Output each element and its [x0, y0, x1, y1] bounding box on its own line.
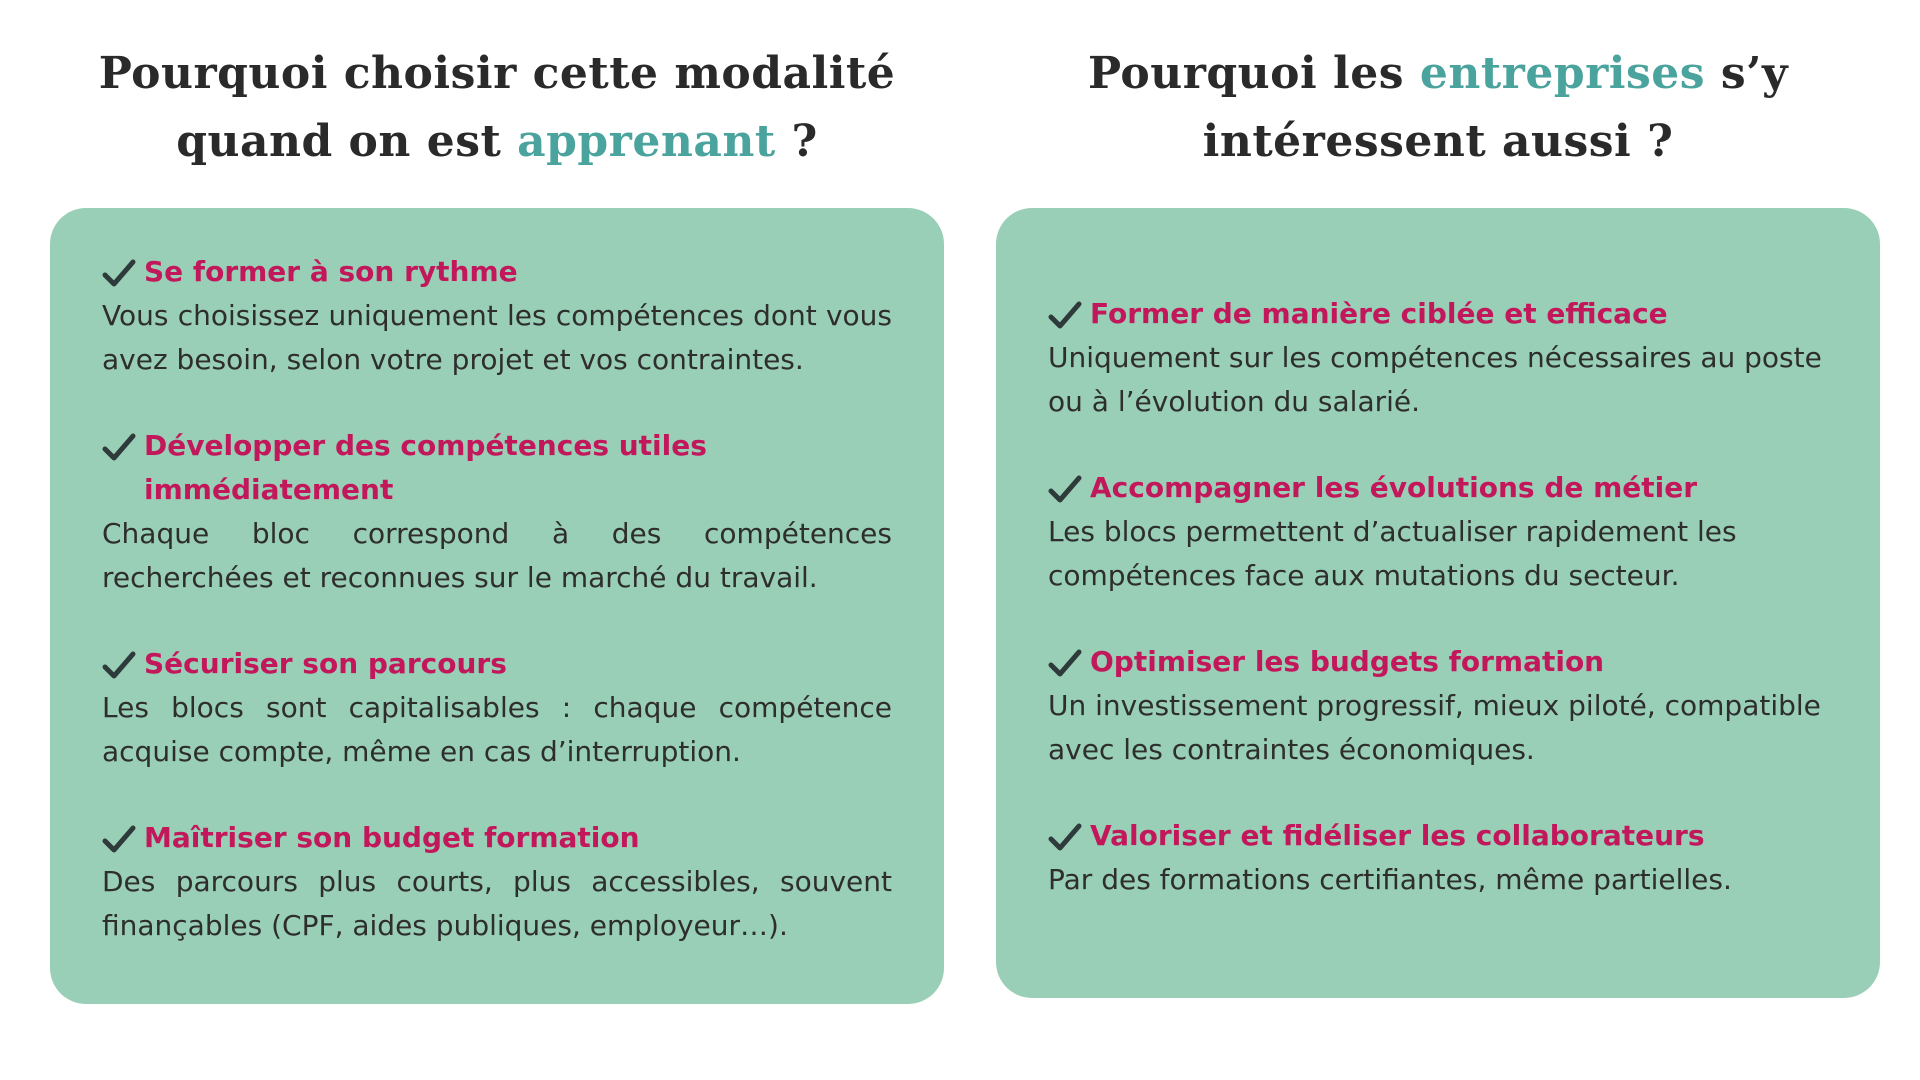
- item-title: Sécuriser son parcours: [144, 647, 507, 680]
- check-icon: [102, 250, 136, 294]
- item-title-row: [102, 424, 892, 512]
- item-title-row: [1048, 292, 1840, 336]
- list-item: [102, 424, 892, 600]
- item-description: Par des formations certifiantes, même partielles.: [1048, 863, 1732, 896]
- item-title-row: [1048, 466, 1840, 510]
- learner-heading-accent: apprenant: [517, 116, 776, 167]
- list-item: [102, 816, 892, 948]
- list-item: [102, 250, 892, 382]
- check-icon: [102, 424, 136, 468]
- item-description: Les blocs permettent d’actualiser rapidement les compétences face aux mutations du secteur.: [1048, 515, 1737, 592]
- item-description: Uniquement sur les compétences nécessaires au poste ou à l’évolution du salarié.: [1048, 341, 1822, 418]
- item-title: Optimiser les budgets formation: [1090, 645, 1605, 678]
- list-item: [102, 642, 892, 774]
- company-heading-line1-start: Pourquoi les: [1087, 48, 1420, 99]
- list-item: [1048, 466, 1840, 598]
- item-description: Un investissement progressif, mieux piloté, compatible avec les contraintes économiques.: [1048, 689, 1821, 766]
- item-title-row: [1048, 640, 1840, 684]
- item-title-row: [102, 250, 892, 294]
- check-icon: [1048, 640, 1082, 684]
- item-title: Développer des compétences utiles immédiatement: [144, 429, 707, 506]
- check-icon: [1048, 814, 1082, 858]
- item-title: Se former à son rythme: [144, 255, 518, 288]
- list-item: [1048, 640, 1840, 772]
- list-item: [1048, 292, 1840, 424]
- item-description: Les blocs sont capitalisables : chaque compétence acquise compte, même en cas d’interruption.: [102, 691, 892, 768]
- item-title: Accompagner les évolutions de métier: [1090, 471, 1698, 504]
- company-heading: [996, 40, 1880, 176]
- item-title: Maîtriser son budget formation: [144, 821, 640, 854]
- learner-heading: [50, 40, 944, 176]
- check-icon: [1048, 466, 1082, 510]
- company-heading-line2: intéressent aussi ?: [1202, 116, 1674, 167]
- item-title: Valoriser et fidéliser les collaborateurs: [1090, 819, 1705, 852]
- learner-heading-line2-start: quand on est: [176, 116, 518, 167]
- item-title-row: [102, 642, 892, 686]
- company-benefits-card: [996, 208, 1880, 998]
- company-heading-line1-end: s’y: [1705, 48, 1789, 99]
- item-title-row: [1048, 814, 1840, 858]
- learner-benefits-card: [50, 208, 944, 1004]
- check-icon: [1048, 292, 1082, 336]
- list-item: [1048, 814, 1840, 902]
- item-description: Des parcours plus courts, plus accessibles, souvent finançables (CPF, aides publiques, employeur…).: [102, 865, 892, 942]
- learner-heading-line1: Pourquoi choisir cette modalité: [98, 48, 896, 99]
- learner-heading-line2-end: ?: [775, 116, 818, 167]
- item-title: Former de manière ciblée et efficace: [1090, 297, 1668, 330]
- item-description: Chaque bloc correspond à des compétences recherchées et reconnues sur le marché du travail.: [102, 517, 892, 594]
- check-icon: [102, 816, 136, 860]
- item-title-row: [102, 816, 892, 860]
- item-description: Vous choisissez uniquement les compétences dont vous avez besoin, selon votre projet et vos contraintes.: [102, 299, 892, 376]
- company-heading-accent: entreprises: [1419, 48, 1706, 99]
- check-icon: [102, 642, 136, 686]
